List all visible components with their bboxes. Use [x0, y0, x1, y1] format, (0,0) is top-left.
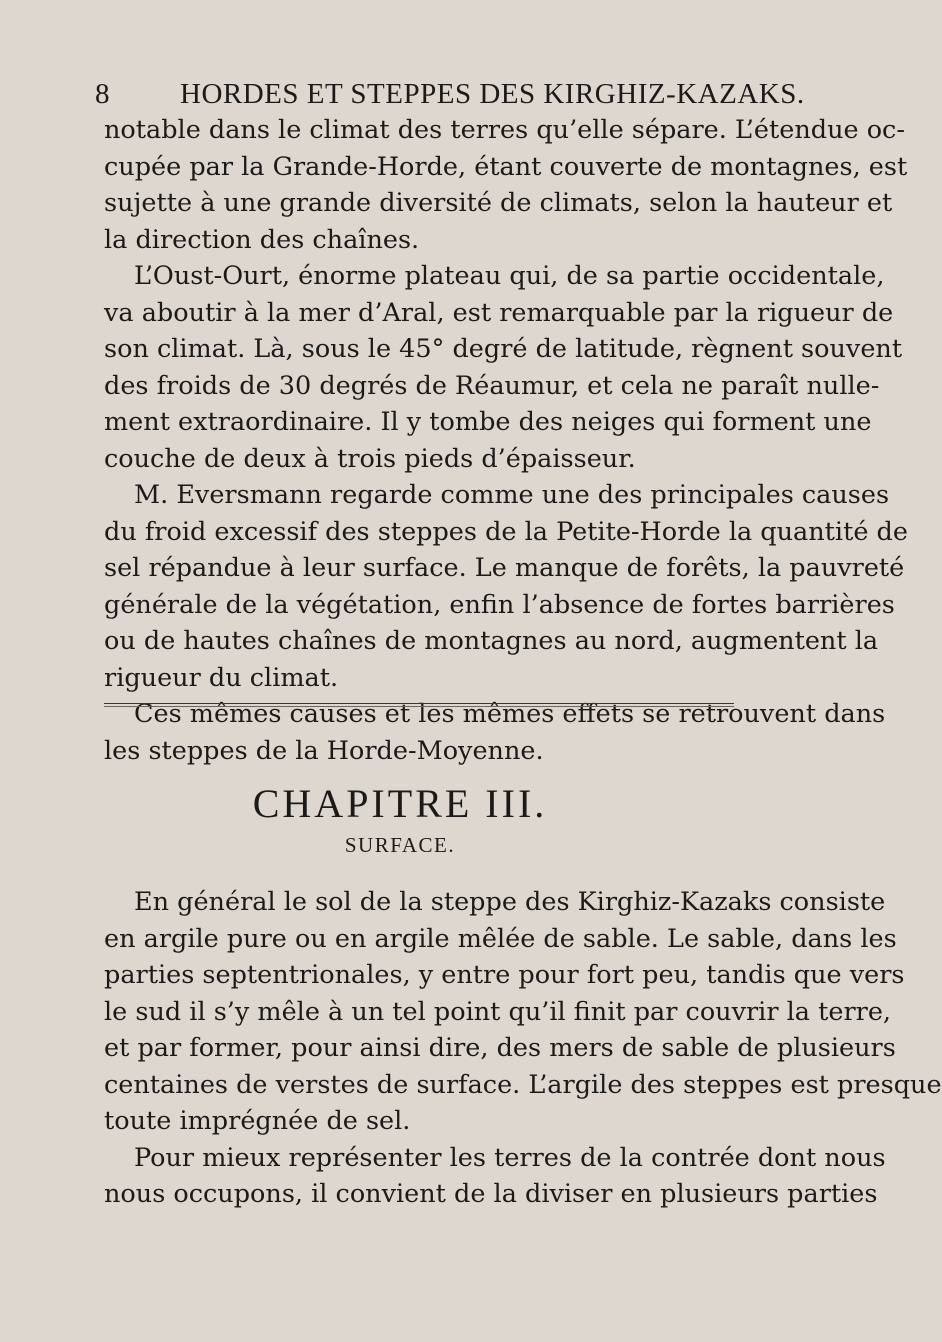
text-line: le sud il s’y mêle à un tel point qu’il finit par couvrir la terre,	[104, 996, 892, 1027]
text-line: des froids de 30 degrés de Réaumur, et cela ne paraît nulle-	[104, 370, 880, 401]
paragraph	[104, 1140, 886, 1213]
text-line: L’Oust-Ourt, énorme plateau qui, de sa partie occidentale,	[134, 261, 885, 291]
section-divider-rule	[104, 703, 734, 707]
text-line: sel répandue à leur surface. Le manque de forêts, la pauvreté	[104, 553, 905, 583]
text-line: cupée par la Grande-Horde, étant couverte de montagnes, est	[104, 151, 908, 182]
body-text-bottom	[104, 884, 942, 1213]
text-line: en argile pure ou en argile mêlée de sable. Le sable, dans les	[104, 923, 897, 954]
text-line: les steppes de la Horde-Moyenne.	[104, 735, 544, 766]
text-line: couche de deux à trois pieds d’épaisseur.	[104, 443, 636, 474]
text-line: du froid excessif des steppes de la Petite-Horde la quantité de	[104, 516, 908, 547]
chapter-heading: CHAPITRE III.	[252, 781, 548, 826]
text-line: va aboutir à la mer d’Aral, est remarquable par la rigueur de	[104, 297, 894, 328]
page-number: 8	[95, 78, 110, 110]
text-line: rigueur du climat.	[104, 662, 339, 693]
text-line: nous occupons, il convient de la diviser en plusieurs parties	[104, 1179, 878, 1209]
paragraph	[104, 477, 908, 696]
text-line: ou de hautes chaînes de montagnes au nord, augmentent la	[104, 626, 879, 656]
text-line: M. Eversmann regarde comme une des principales causes	[134, 480, 890, 510]
paragraph	[104, 884, 942, 1140]
text-line: centaines de verstes de surface. L’argile des steppes est presque	[104, 1069, 942, 1100]
text-line: parties septentrionales, y entre pour fort peu, tandis que vers	[104, 960, 905, 990]
paragraph	[104, 258, 903, 477]
text-line: Pour mieux représenter les terres de la contrée dont nous	[134, 1142, 886, 1173]
text-line: générale de la végétation, enfin l’absence de fortes barrières	[104, 589, 895, 620]
text-line: Ces mêmes causes et les mêmes effets se retrouvent dans	[134, 699, 886, 729]
paragraph	[104, 112, 908, 258]
text-line: sujette à une grande diversité de climats, selon la hauteur et	[104, 188, 893, 218]
text-line: et par former, pour ainsi dire, des mers de sable de plusieurs	[104, 1033, 896, 1063]
text-line: toute imprégnée de sel.	[104, 1106, 411, 1136]
body-text-top	[104, 112, 908, 769]
text-line: ment extraordinaire. Il y tombe des neiges qui forment une	[104, 407, 872, 437]
text-line: son climat. Là, sous le 45° degré de latitude, règnent souvent	[104, 334, 903, 364]
text-line: la direction des chaînes.	[104, 224, 420, 255]
text-line: En général le sol de la steppe des Kirghiz-Kazaks consiste	[134, 887, 886, 917]
section-heading: SURFACE.	[344, 833, 456, 857]
text-line: notable dans le climat des terres qu’elle sépare. L’étendue oc-	[104, 115, 905, 145]
running-title: HORDES ET STEPPES DES KIRGHIZ-KAZAKS.	[180, 78, 805, 110]
